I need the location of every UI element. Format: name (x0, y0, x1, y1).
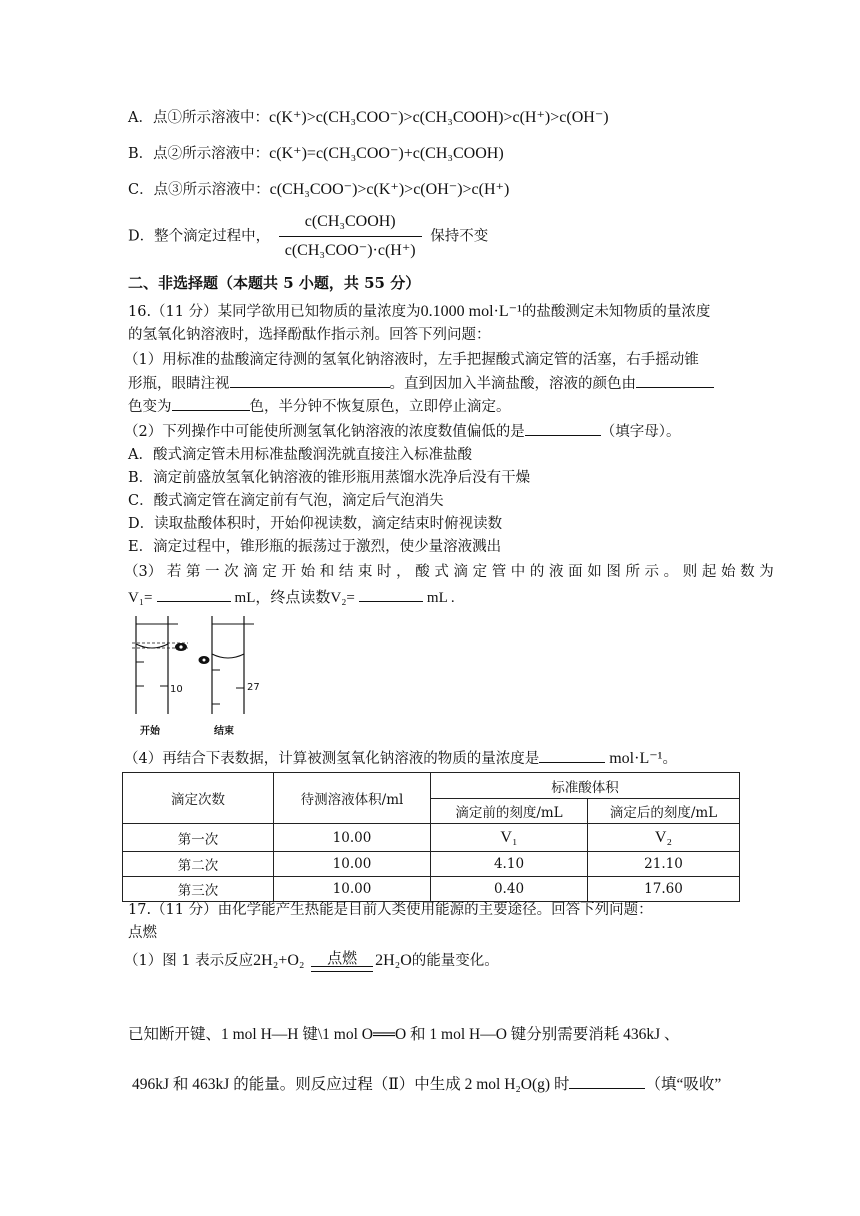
q16-intro-line1: 16.（11 分）某同学欲用已知物质的量浓度为0.1000 mol·L⁻¹的盐酸测定未知物质的量浓度 (128, 303, 711, 320)
formula-c: c(CH₃COO⁻)>c(K⁺)>c(OH⁻)>c(H⁺) (269, 181, 510, 198)
header-titration-count: 滴定次数 (123, 773, 274, 824)
v2-blank[interactable] (359, 587, 423, 602)
concentration: 0.1000 mol·L⁻¹ (420, 303, 522, 320)
q16-option-a: A．酸式滴定管未用标准盐酸润洗就直接注入标准盐酸 (128, 447, 472, 463)
answer-blank[interactable] (539, 748, 605, 763)
answer-blank[interactable] (569, 1074, 645, 1089)
tick-label-start: 10 (170, 684, 183, 695)
header-after: 滴定后的刻度/mL (588, 799, 740, 824)
fraction (279, 210, 422, 263)
formula-b: c(K⁺)=c(CH₃COO⁻)+c(CH₃COOH) (269, 145, 504, 162)
answer-blank[interactable] (525, 421, 601, 436)
table-row: 第一次 10.00 V₁ V₂ (123, 824, 740, 852)
burette-end (212, 616, 254, 714)
fraction-denominator: c(CH₃COO⁻)·c(H⁺) (284, 242, 416, 259)
answer-blank[interactable] (230, 373, 390, 388)
end-label: 结束 (214, 726, 234, 737)
q16-part3-line2: V₁= mL，终点读数V₂= mL . (128, 587, 455, 608)
q17-bond-line2: 496kJ 和 463kJ 的能量。则反应过程（Ⅱ）中生成 2 mol H₂O(g) 时 （填“吸收” (132, 1076, 722, 1093)
tick-label-end: 27 (247, 682, 260, 693)
q17-bond-line1: 已知断开键、1 mol H—H 键\1 mol O══O 和 1 mol H—O 键分别需要消耗 436kJ 、 (128, 1026, 680, 1043)
q16-part1-line2: 形瓶，眼睛注视 。直到因加入半滴盐酸，溶液的颜色由 (128, 373, 714, 394)
q16-part1-line3: 色变为 色，半分钟不恢复原色，立即停止滴定。 (128, 396, 511, 417)
burette-start (132, 616, 188, 714)
q16-part4: （4）再结合下表数据，计算被测氢氧化钠溶液的物质的量浓度是 mol·L⁻¹。 (124, 750, 677, 767)
option-c: C．点③所示溶液中：c(CH₃COO⁻)>c(K⁺)>c(OH⁻)>c(H⁺) (128, 181, 510, 198)
titration-table (122, 772, 740, 902)
option-d: D．整个滴定过程中， $\frac{\text{c(CH₃COOH)}}{\text{c(CH₃COO⁻)·c(H⁺)}}$ 保持不变 (128, 210, 488, 263)
answer-blank[interactable] (636, 373, 714, 388)
q16-option-c: C．酸式滴定管在滴定前有气泡，滴定后气泡消失 (128, 493, 444, 509)
q16-part1-line1: （1）用标准的盐酸滴定待测的氢氧化钠溶液时，左手把握酸式滴定管的活塞，右手摇动锥 (124, 352, 699, 368)
table-row: 第二次 10.00 4.10 21.10 (123, 852, 740, 877)
header-standard-acid: 标准酸体积 (431, 773, 740, 799)
option-b: B．点②所示溶液中：c(K⁺)=c(CH₃COO⁻)+c(CH₃COOH) (128, 145, 504, 162)
q17-part1: （1）图 1 表示反应2H₂+O₂ 点燃 2H₂O的能量变化。 (124, 950, 499, 972)
q16-option-b: B．滴定前盛放氢氧化钠溶液的锥形瓶用蒸馏水洗净后没有干燥 (128, 470, 531, 486)
eye-icon (175, 643, 187, 651)
v1-blank[interactable] (157, 587, 231, 602)
q17-stray-label: 点燃 (128, 925, 157, 941)
header-sample-volume: 待测溶液体积/ml (274, 773, 431, 824)
q16-option-e: E．滴定过程中，锥形瓶的振荡过于激烈，使少量溶液溅出 (128, 539, 502, 555)
q16-intro-line2: 的氢氧化钠溶液时，选择酚酞作指示剂。回答下列问题： (128, 327, 491, 343)
section-heading: 二、非选择题（本题共 5 小题，共 55 分） (128, 274, 421, 292)
reaction-arrow: 点燃 (311, 950, 373, 972)
burette-figure (128, 614, 268, 740)
q16-option-d: D．读取盐酸体积时，开始仰视读数，滴定结束时俯视读数 (128, 516, 503, 532)
header-before: 滴定前的刻度/mL (431, 799, 588, 824)
formula-a: c(K⁺)>c(CH₃COO⁻)>c(CH₃COOH)>c(H⁺)>c(OH⁻) (268, 109, 609, 126)
q16-part3-line1: （3） 若 第 一 次 滴 定 开 始 和 结 束 时 ， 酸 式 滴 定 管 中 的 液 面 如 图 所 示 。 则 起 始 数 为 (124, 564, 774, 580)
fraction-numerator: c(CH₃COOH) (279, 210, 422, 237)
eye-icon (199, 656, 210, 664)
option-a: A．点①所示溶液中：c(K⁺)>c(CH₃COO⁻)>c(CH₃COOH)>c(H⁺)>c(OH⁻) (128, 109, 609, 126)
table-row: 第三次 10.00 0.40 17.60 (123, 877, 740, 902)
q17-intro: 17.（11 分）由化学能产生热能是目前人类使用能源的主要途径。回答下列问题： (128, 902, 653, 918)
q16-part2: （2）下列操作中可能使所测氢氧化钠溶液的浓度数值偏低的是 （填字母）。 (124, 421, 680, 442)
answer-blank[interactable] (172, 396, 250, 411)
start-label: 开始 (140, 726, 160, 737)
